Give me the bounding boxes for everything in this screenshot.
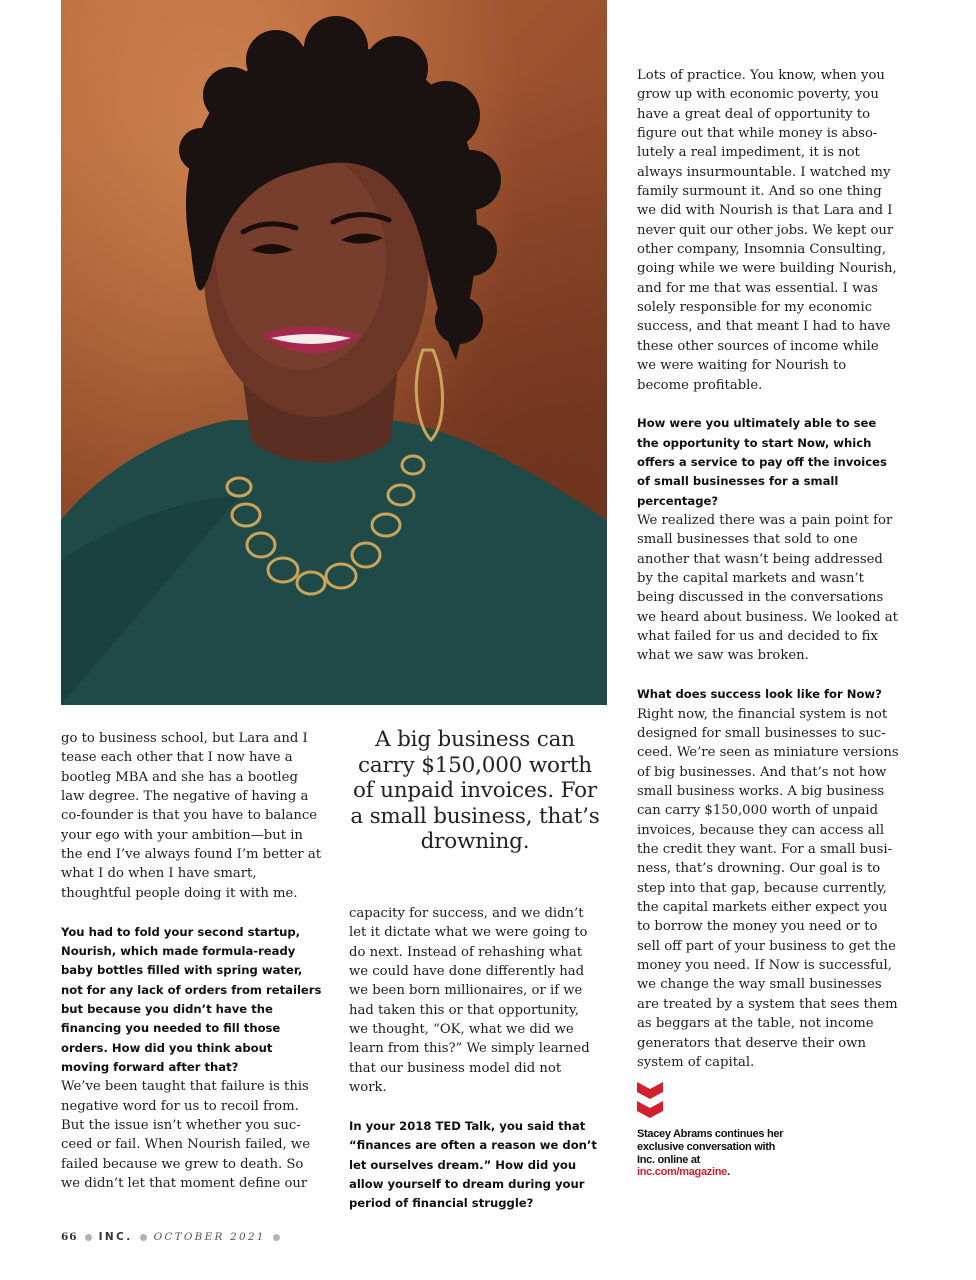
text-line: have a great deal of opportunity to [637,106,871,122]
text-line: figure out that while money is abso- [637,126,878,142]
issue-date: OCTOBER 2021 [153,1231,266,1243]
answer-paragraph [637,66,899,395]
right-column [637,66,899,1072]
online-promo [637,1128,787,1179]
answer-paragraph [61,1077,323,1193]
text-line: Right now, the financial system is not [637,706,888,722]
folio-dot [85,1234,92,1241]
portrait-photo [61,0,607,705]
promo-text: Stacey Abrams continues her exclusive conversation with Inc. online at [637,1128,784,1166]
text-run: always insurmountable. I watched my family surmount it. And so one thing we did with Nourish is that Lara and I never quit our other jobs. We kept our other company, Insomnia Consulting, going while we were building Nourish, and for me that was essential. I was solely responsible for my economic success, and that meant I had to have these other sources of income while we were waiting for Nourish to become profitable. [637,164,897,393]
text-line: But the issue isn’t whether you suc- [61,1118,301,1134]
text-line: can carry $150,000 worth of unpaid [637,803,879,819]
magazine-name: INC. [98,1231,133,1243]
pull-quote: A big business can carry $150,000 worth of unpaid invoices. For a small business, that’s drowning. [350,727,600,855]
folio-dot [140,1234,147,1241]
text-line: failed because we grew to death. So [61,1156,304,1172]
text-line: the credit they want. For a small busi- [637,842,893,858]
chevron-mark-icon [637,1082,663,1118]
text-line: ness, that’s drowning. Our goal is to [637,861,881,877]
text-line: ceed or fail. When Nourish failed, we [61,1137,311,1153]
folio-dot [273,1234,280,1241]
interview-question: How were you ultimately able to see the opportunity to start Now, which offers a service to pay off the invoices of small businesses for a small percentage? [637,416,887,508]
portrait-illustration [61,0,607,705]
page-folio [61,1229,287,1245]
text-line: Lots of practice. You know, when you [637,68,885,83]
text-line: lutely a real impediment, it is not [637,145,860,161]
answer-paragraph: capacity for success, and we didn’t let it dictate what we were going to do next. Instead of rehashing what we could have done differently had we been born millionaires, or if we had taken this or that opportunity, we thought, “OK, what we did we learn from this?” We simply learned that our business model did not work. [349,906,590,1096]
text-line: invoices, because they can access all [637,822,885,838]
text-line: We’ve been taught that failure is this [61,1079,309,1095]
interview-question: What does success look like for Now? [637,687,882,702]
text-line: designed for small businesses to suc- [637,726,886,741]
left-column [61,729,323,1193]
text-line: negative word for us to recoil from. [61,1098,299,1114]
text-line: ceed. We’re seen as miniature versions [637,745,899,761]
text-line: small business works. A big business [637,784,885,800]
answer-paragraph: We realized there was a pain point for small businesses that sold to one another that wasn’t being addressed by the capital markets and wasn’t being discussed in the conversations we heard about business. We looked at what failed for us and decided to fix what we saw was broken. [637,513,898,664]
middle-column [349,904,601,1214]
text-run: step into that gap, because currently, the capital markets either expect you to borrow the money you need or to sell off part of your business to get the money you need. If Now is successful, we change the way small businesses are treated by a system that sees them as beggars at the table, not income generators that deserve their own system of capital. [637,880,898,1070]
interview-question: In your 2018 TED Talk, you said that “finances are often a reason we don’t let ourselves dream.” How did you allow yourself to dream during your period of financial struggle? [349,1118,597,1211]
promo-period: . [726,1166,730,1179]
answer-paragraph [637,705,899,1073]
page-number: 66 [61,1231,78,1243]
promo-link[interactable]: inc.com/magazine [637,1166,727,1179]
answer-paragraph: go to business school, but Lara and I tease each other that I now have a bootleg MBA and she has a bootleg law degree. The negative of having a co-founder is that you have to balance your ego with your ambition—but in the end I’ve always found I’m better at what I do when I have smart, thoughtful people doing it with me. [61,731,322,901]
text-line: grow up with economic poverty, you [637,87,879,103]
interview-question: You had to fold your second startup, Nourish, which made formula-ready baby bottles filled with spring water, not for any lack of orders from retailers but because you didn’t have the financing you needed to fill those orders. How did you think about moving forward after that? [61,924,322,1074]
text-line: we didn’t let that moment define our [61,1176,308,1192]
text-line: of big businesses. And that’s not how [637,764,887,780]
